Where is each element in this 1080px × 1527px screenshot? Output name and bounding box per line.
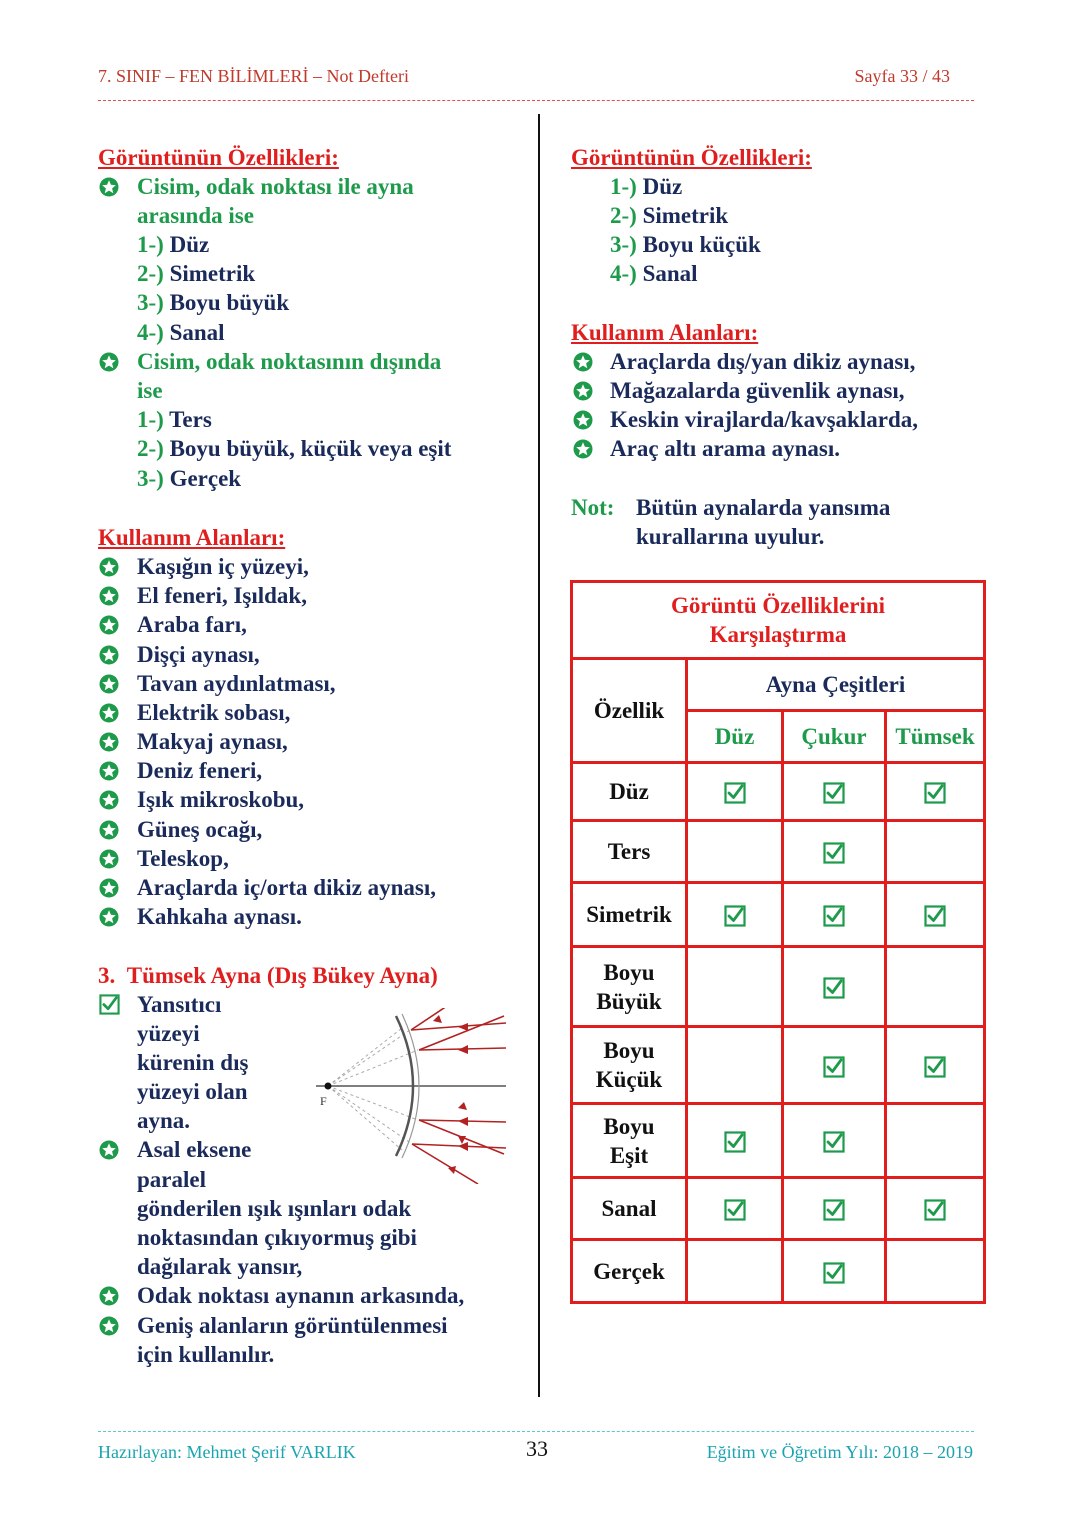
star-bullet-icon bbox=[573, 439, 593, 459]
note-text-line1: Bütün aynalarda yansıma bbox=[636, 495, 891, 520]
star-bullet-icon bbox=[99, 1286, 119, 1306]
list-item: Keskin virajlarda/kavşaklarda, bbox=[610, 407, 918, 432]
case1-item: 1-) Düz bbox=[137, 232, 210, 257]
table-row bbox=[572, 947, 985, 1027]
check-mark-icon bbox=[823, 1131, 845, 1153]
check-mark-icon bbox=[724, 782, 746, 804]
check-mark-icon bbox=[823, 842, 845, 864]
table-row bbox=[572, 821, 985, 883]
right-property-item: 4-) Sanal bbox=[610, 261, 698, 286]
star-bullet-icon bbox=[573, 410, 593, 430]
case2-line1: Cisim, odak noktasının dışında bbox=[137, 349, 442, 374]
convex-point-line: gönderilen ışık ışınları odak bbox=[137, 1196, 412, 1221]
list-item: Araba farı, bbox=[137, 612, 247, 637]
check-mark-icon bbox=[823, 905, 845, 927]
list-item: Güneş ocağı, bbox=[137, 817, 263, 842]
table-row bbox=[572, 1240, 985, 1303]
check-mark-icon bbox=[924, 1056, 946, 1078]
light-rays bbox=[411, 1008, 506, 1184]
header-title: 7. SINIF – FEN BİLİMLERİ – Not Defteri bbox=[98, 66, 409, 86]
cell bbox=[687, 947, 783, 1027]
column-divider bbox=[538, 114, 540, 1397]
case2-item: 3-) Gerçek bbox=[137, 466, 242, 491]
right-usage-title: Kullanım Alanları: bbox=[571, 320, 759, 345]
row-label: Düz bbox=[572, 763, 687, 821]
cell bbox=[886, 1027, 985, 1104]
case1-line2: arasında ise bbox=[137, 203, 254, 228]
cell bbox=[783, 763, 886, 821]
cell bbox=[783, 1178, 886, 1240]
convex-point-line: paralel bbox=[137, 1167, 206, 1192]
list-item: El feneri, Işıldak, bbox=[137, 583, 307, 608]
cell bbox=[886, 1178, 985, 1240]
star-bullet-icon bbox=[99, 878, 119, 898]
table-row bbox=[572, 1178, 985, 1240]
convex-def-line: yüzeyi bbox=[137, 1021, 200, 1046]
check-mark-icon bbox=[924, 1199, 946, 1221]
feature-header: Özellik bbox=[572, 659, 687, 763]
case2-item: 1-) Ters bbox=[137, 407, 212, 432]
cell bbox=[886, 763, 985, 821]
star-bullet-icon bbox=[99, 732, 119, 752]
list-item: Makyaj aynası, bbox=[137, 729, 288, 754]
cell bbox=[783, 821, 886, 883]
check-mark-icon bbox=[823, 977, 845, 999]
star-bullet-icon bbox=[99, 703, 119, 723]
list-item: Kaşığın iç yüzeyi, bbox=[137, 554, 309, 579]
list-item: Mağazalarda güvenlik aynası, bbox=[610, 378, 905, 403]
cell bbox=[687, 1178, 783, 1240]
cell bbox=[687, 883, 783, 947]
convex-point-line: noktasından çıkıyormuş gibi bbox=[137, 1225, 417, 1250]
convex-mirror-diagram bbox=[308, 1008, 508, 1184]
cell bbox=[687, 1240, 783, 1303]
star-bullet-icon bbox=[99, 615, 119, 635]
check-box-icon bbox=[99, 994, 120, 1015]
convex-point-line: Geniş alanların görüntülenmesi bbox=[137, 1313, 448, 1338]
note-label: Not: bbox=[571, 495, 615, 520]
footer-page-number: 33 bbox=[526, 1436, 548, 1461]
star-bullet-icon bbox=[99, 645, 119, 665]
table-row bbox=[572, 1104, 985, 1178]
list-item: Işık mikroskobu, bbox=[137, 787, 305, 812]
star-bullet-icon bbox=[99, 557, 119, 577]
star-bullet-icon bbox=[99, 907, 119, 927]
convex-def-line: ayna. bbox=[137, 1108, 191, 1133]
case1-item: 3-) Boyu büyük bbox=[137, 290, 290, 315]
row-label: Gerçek bbox=[572, 1240, 687, 1303]
cell bbox=[783, 1027, 886, 1104]
cell bbox=[783, 947, 886, 1027]
check-mark-icon bbox=[724, 1131, 746, 1153]
star-bullet-icon bbox=[99, 1316, 119, 1336]
header-divider bbox=[98, 100, 974, 101]
list-item: Araçlarda iç/orta dikiz aynası, bbox=[137, 875, 436, 900]
list-item: Tavan aydınlatması, bbox=[137, 671, 336, 696]
cell bbox=[886, 883, 985, 947]
cell bbox=[687, 1027, 783, 1104]
row-label: Sanal bbox=[572, 1178, 687, 1240]
row-label: Ters bbox=[572, 821, 687, 883]
check-mark-icon bbox=[724, 905, 746, 927]
focal-point-label: F bbox=[320, 1094, 327, 1108]
convex-def-line: Yansıtıcı bbox=[137, 992, 222, 1017]
arrow-heads bbox=[433, 1015, 468, 1174]
star-bullet-icon bbox=[573, 381, 593, 401]
star-bullet-icon bbox=[99, 177, 119, 197]
convex-mirror-heading: 3. Tümsek Ayna (Dış Bükey Ayna) bbox=[98, 963, 438, 988]
check-mark-icon bbox=[823, 1262, 845, 1284]
list-item: Kahkaha aynası. bbox=[137, 904, 302, 929]
row-label: Boyu Eşit bbox=[572, 1104, 687, 1178]
star-bullet-icon bbox=[99, 352, 119, 372]
table-row bbox=[572, 763, 985, 821]
table-title: Görüntü Özelliklerini Karşılaştırma bbox=[572, 582, 985, 659]
case1-item: 4-) Sanal bbox=[137, 320, 225, 345]
cell bbox=[783, 1104, 886, 1178]
star-bullet-icon bbox=[99, 586, 119, 606]
star-bullet-icon bbox=[99, 849, 119, 869]
convex-point-line: Asal eksene bbox=[137, 1137, 252, 1162]
cell bbox=[886, 947, 985, 1027]
convex-point-line: dağılarak yansır, bbox=[137, 1254, 303, 1279]
row-label: Boyu Büyük bbox=[572, 947, 687, 1027]
check-mark-icon bbox=[823, 782, 845, 804]
check-mark-icon bbox=[724, 1199, 746, 1221]
convex-def-line: yüzeyi olan bbox=[137, 1079, 248, 1104]
star-bullet-icon bbox=[99, 761, 119, 781]
footer-divider bbox=[98, 1431, 974, 1432]
check-mark-icon bbox=[823, 1056, 845, 1078]
header-page-number: Sayfa 33 / 43 bbox=[854, 66, 950, 86]
star-bullet-icon bbox=[99, 790, 119, 810]
cell bbox=[783, 883, 886, 947]
list-item: Teleskop, bbox=[137, 846, 229, 871]
cell bbox=[886, 821, 985, 883]
table-row bbox=[572, 1027, 985, 1104]
column-header-concave: Çukur bbox=[783, 711, 886, 763]
check-mark-icon bbox=[924, 782, 946, 804]
case2-item: 2-) Boyu büyük, küçük veya eşit bbox=[137, 436, 452, 461]
convex-def-line: kürenin dış bbox=[137, 1050, 249, 1075]
image-properties-title: Görüntünün Özellikleri: bbox=[98, 145, 339, 170]
column-header-convex: Tümsek bbox=[886, 711, 985, 763]
star-bullet-icon bbox=[99, 1140, 119, 1160]
right-property-item: 2-) Simetrik bbox=[610, 203, 729, 228]
cell bbox=[687, 821, 783, 883]
star-bullet-icon bbox=[99, 820, 119, 840]
list-item: Elektrik sobası, bbox=[137, 700, 291, 725]
case2-line2: ise bbox=[137, 378, 163, 403]
cell bbox=[687, 1104, 783, 1178]
list-item: Araç altı arama aynası. bbox=[610, 436, 840, 461]
footer-author: Hazırlayan: Mehmet Şerif VARLIK bbox=[98, 1442, 356, 1462]
mirror-types-header: Ayna Çeşitleri bbox=[687, 659, 985, 711]
footer-school-year: Eğitim ve Öğretim Yılı: 2018 – 2019 bbox=[706, 1442, 973, 1462]
focal-point bbox=[325, 1083, 332, 1090]
star-bullet-icon bbox=[99, 674, 119, 694]
right-image-properties-title: Görüntünün Özellikleri: bbox=[571, 145, 812, 170]
list-item: Dişçi aynası, bbox=[137, 642, 260, 667]
convex-point-line: için kullanılır. bbox=[137, 1342, 275, 1367]
case1-line1: Cisim, odak noktası ile ayna bbox=[137, 174, 414, 199]
row-label: Boyu Küçük bbox=[572, 1027, 687, 1104]
cell bbox=[886, 1104, 985, 1178]
column-header-flat: Düz bbox=[687, 711, 783, 763]
star-bullet-icon bbox=[573, 352, 593, 372]
right-property-item: 3-) Boyu küçük bbox=[610, 232, 761, 257]
check-mark-icon bbox=[924, 905, 946, 927]
case1-item: 2-) Simetrik bbox=[137, 261, 256, 286]
comparison-table bbox=[570, 580, 986, 1304]
cell bbox=[783, 1240, 886, 1303]
right-property-item: 1-) Düz bbox=[610, 174, 683, 199]
list-item: Araçlarda dış/yan dikiz aynası, bbox=[610, 349, 916, 374]
table-row bbox=[572, 883, 985, 947]
cell bbox=[886, 1240, 985, 1303]
check-mark-icon bbox=[823, 1199, 845, 1221]
note-text-line2: kurallarına uyulur. bbox=[636, 524, 825, 549]
list-item: Deniz feneri, bbox=[137, 758, 263, 783]
usage-areas-title: Kullanım Alanları: bbox=[98, 525, 286, 550]
convex-point-line: Odak noktası aynanın arkasında, bbox=[137, 1283, 465, 1308]
cell bbox=[687, 763, 783, 821]
row-label: Simetrik bbox=[572, 883, 687, 947]
